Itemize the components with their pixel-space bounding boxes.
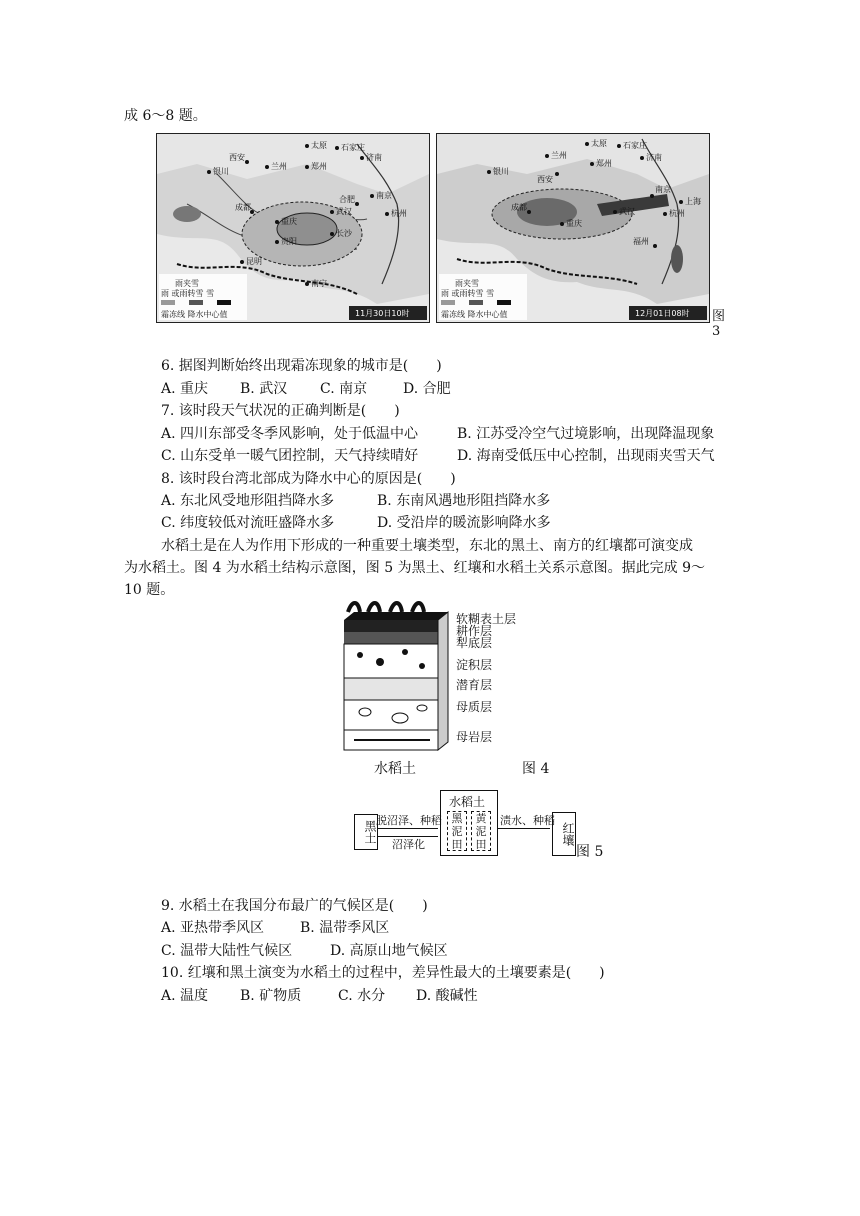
black-soil-box: 黑土	[354, 814, 378, 850]
svg-text:济南: 济南	[366, 153, 382, 162]
red-soil-box: 红壤	[552, 812, 576, 856]
question-8-option-b: B. 东南风遇地形阻挡降水多	[377, 493, 551, 509]
question-9-stem: 9. 水稻土在我国分布最广的气候区是( )	[161, 898, 428, 914]
svg-text:成都: 成都	[235, 203, 251, 212]
layer-label-4: 潜育层	[456, 678, 493, 692]
question-7-stem: 7. 该时段天气状况的正确判断是( )	[161, 403, 400, 419]
question-7-option-a: A. 四川东部受冬季风影响，处于低温中心	[161, 426, 419, 442]
figure-4-caption: 水稻土	[374, 761, 416, 777]
paddy-soil-title: 水稻土	[449, 795, 486, 809]
arrow-label-bottom-left: 沼泽化	[392, 838, 425, 851]
svg-text:济南: 济南	[646, 153, 662, 162]
svg-text:重庆: 重庆	[281, 217, 297, 226]
svg-text:雨 或雨转雪 雪: 雨 或雨转雪 雪	[441, 289, 495, 298]
svg-text:南京: 南京	[376, 191, 392, 200]
question-10-option-a: A. 温度	[161, 988, 209, 1004]
arrow-label-top-left: 脱沼泽、种稻	[376, 814, 442, 827]
passage-line-1: 水稻土是在人为作用下形成的一种重要土壤类型，东北的黑土、南方的红壤都可演变成	[161, 538, 693, 554]
svg-text:霜冻线 降水中心值: 霜冻线 降水中心值	[161, 310, 228, 319]
question-9-option-c: C. 温带大陆性气候区	[161, 943, 293, 959]
svg-text:石家庄: 石家庄	[623, 141, 647, 150]
question-6-option-a: A. 重庆	[161, 381, 209, 397]
question-10-option-b: B. 矿物质	[240, 988, 302, 1004]
question-7-option-b: B. 江苏受冷空气过境影响，出现降温现象	[457, 426, 715, 442]
figure-3-label: 图 3	[712, 309, 726, 339]
question-10-stem: 10. 红壤和黑土演变为水稻土的过程中，差异性最大的土壤要素是( )	[161, 965, 605, 981]
arrow-left-top	[378, 828, 438, 829]
figure-4-label: 图 4	[522, 761, 550, 777]
svg-text:兰州: 兰州	[271, 162, 287, 171]
question-8-option-a: A. 东北风受地形阻挡降水多	[161, 493, 335, 509]
question-7-option-c: C. 山东受单一暖气团控制，天气持续晴好	[161, 448, 419, 464]
question-6-option-b: B. 武汉	[240, 381, 288, 397]
figure-5-label: 图 5	[576, 844, 604, 860]
weather-map-1	[156, 133, 430, 323]
svg-text:武汉: 武汉	[619, 207, 635, 216]
yellow-field-box: 黄泥田	[471, 811, 491, 851]
svg-text:郑州: 郑州	[311, 162, 327, 171]
passage-line-2: 为水稻土。图 4 为水稻土结构示意图，图 5 为黑土、红壤和水稻土关系示意图。据此完成 9～	[124, 560, 705, 576]
layer-label-2: 犁底层	[456, 636, 493, 650]
layer-label-1: 耕作层	[456, 624, 493, 638]
soil-profile-diagram	[340, 600, 450, 760]
svg-text:11月30日10时: 11月30日10时	[355, 309, 410, 318]
question-8-option-c: C. 纬度较低对流旺盛降水多	[161, 515, 335, 531]
svg-text:南宁: 南宁	[311, 279, 327, 288]
svg-text:太原: 太原	[591, 139, 607, 148]
passage-line-3: 10 题。	[124, 582, 175, 598]
question-7-option-d: D. 海南受低压中心控制，出现雨夹雪天气	[457, 448, 715, 464]
arrow-right	[498, 828, 550, 829]
intro-text: 成 6～8 题。	[124, 108, 207, 124]
question-8-option-d: D. 受沿岸的暖流影响降水多	[377, 515, 551, 531]
svg-text:长沙: 长沙	[336, 229, 352, 238]
figure-3	[156, 133, 726, 339]
svg-text:12月01日08时: 12月01日08时	[635, 309, 690, 318]
arrow-label-right: 渍水、种稻	[500, 814, 555, 827]
question-9-option-b: B. 温带季风区	[300, 920, 390, 936]
svg-text:霜冻线 降水中心值: 霜冻线 降水中心值	[441, 310, 508, 319]
svg-text:太原: 太原	[311, 141, 327, 150]
question-9-option-d: D. 高原山地气候区	[330, 943, 448, 959]
svg-text:银川: 银川	[213, 167, 229, 176]
svg-text:昆明: 昆明	[246, 257, 262, 266]
question-9-option-a: A. 亚热带季风区	[161, 920, 265, 936]
question-8-stem: 8. 该时段台湾北部成为降水中心的原因是( )	[161, 471, 456, 487]
svg-text:雨夹雪: 雨夹雪	[455, 279, 479, 288]
question-6-option-d: D. 合肥	[403, 381, 451, 397]
svg-text:雨 或雨转雪 雪: 雨 或雨转雪 雪	[161, 289, 215, 298]
svg-text:西安: 西安	[537, 175, 553, 184]
svg-text:贵阳: 贵阳	[281, 237, 297, 246]
question-10-option-c: C. 水分	[338, 988, 386, 1004]
layer-label-0: 软糊表土层	[456, 612, 517, 626]
svg-text:石家庄: 石家庄	[341, 143, 365, 152]
svg-text:合肥: 合肥	[339, 195, 355, 204]
question-6-option-c: C. 南京	[320, 381, 368, 397]
svg-text:兰州: 兰州	[551, 151, 567, 160]
svg-text:郑州: 郑州	[596, 159, 612, 168]
svg-text:杭州: 杭州	[391, 209, 407, 218]
question-10-option-d: D. 酸碱性	[416, 988, 478, 1004]
svg-text:成都: 成都	[511, 203, 527, 212]
question-6-stem: 6. 据图判断始终出现霜冻现象的城市是( )	[161, 358, 442, 374]
svg-text:福州: 福州	[633, 237, 649, 246]
svg-text:重庆: 重庆	[566, 219, 582, 228]
svg-text:南京: 南京	[655, 185, 671, 194]
paddy-soil-box	[440, 790, 498, 856]
layer-label-6: 母岩层	[456, 730, 493, 744]
svg-text:上海: 上海	[685, 197, 701, 206]
svg-text:杭州: 杭州	[669, 209, 685, 218]
svg-text:武汉: 武汉	[336, 207, 352, 216]
weather-map-2	[436, 133, 710, 323]
figure-4	[340, 600, 600, 780]
layer-label-3: 淀积层	[456, 658, 493, 672]
svg-text:雨夹雪: 雨夹雪	[175, 279, 199, 288]
figure-5	[350, 788, 610, 860]
layer-label-5: 母质层	[456, 700, 493, 714]
black-field-box: 黑泥田	[447, 811, 467, 851]
svg-text:银川: 银川	[493, 167, 509, 176]
svg-text:西安: 西安	[229, 153, 245, 162]
